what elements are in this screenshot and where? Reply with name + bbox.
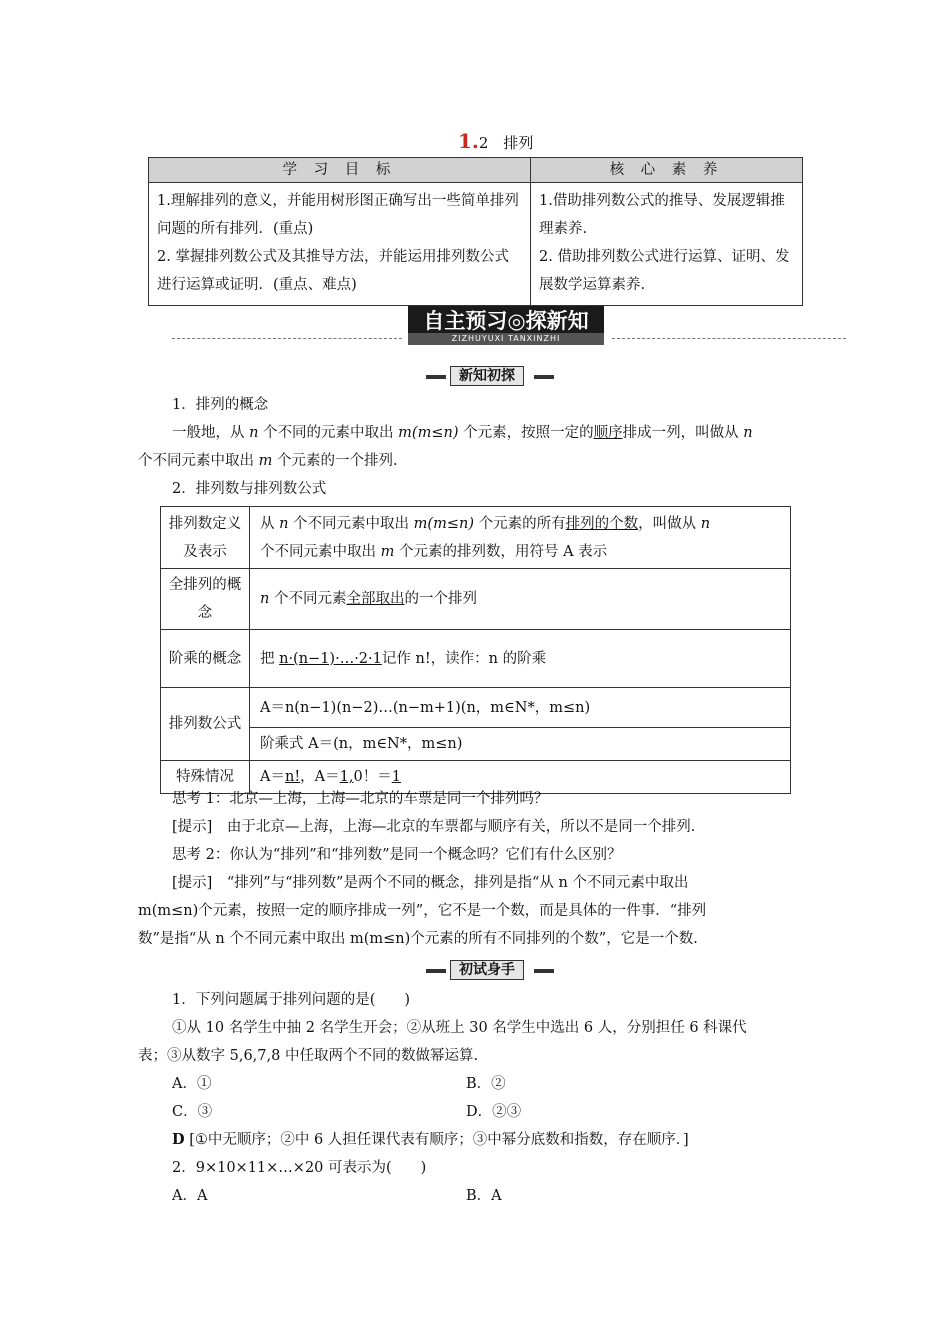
subheader-bar [534, 375, 554, 379]
row-content: n 个不同元素全部取出的一个排列 [250, 569, 791, 630]
concept-line: 一般地，从 n 个不同的元素中取出 m(m≤n) 个元素，按照一定的顺序排成一列，叫做从 n [172, 425, 753, 441]
row-header: 阶乘的概念 [161, 630, 250, 688]
answer-letter: D [172, 1131, 185, 1148]
subheader-bar [426, 969, 446, 973]
section-banner: 自主预习◎探新知 [408, 306, 604, 339]
permutation-table [160, 506, 791, 794]
option-d: D．②③ [466, 1104, 522, 1120]
option-a: A．① [172, 1076, 212, 1092]
divider-right [612, 338, 846, 339]
think-hint: [提示] 由于北京—上海，上海—北京的车票都与顺序有关，所以不是同一个排列. [172, 819, 696, 835]
think-hint: [提示] “排列”与“排列数”是两个不同的概念，排列是指“从 n 个不同元素中取出 [172, 875, 689, 891]
section-banner-pinyin: ZIZHUYUXI TANXINZHI [408, 333, 604, 345]
think-question: 思考 1：北京—上海，上海—北京的车票是同一个排列吗？ [172, 791, 549, 807]
blank-answer: n·(n−1)·…·2·1 [279, 650, 382, 667]
divider-left [172, 338, 402, 339]
question-text: 表；③从数字 5,6,7,8 中任取两个不同的数做幂运算. [138, 1048, 479, 1064]
option-b: B．② [466, 1076, 506, 1092]
row-content: A＝n!，A＝1,0！＝1 [250, 761, 791, 794]
subheader-label: 新知初探 [450, 366, 524, 386]
subheader-new-knowledge [426, 366, 556, 386]
section-title [458, 129, 533, 153]
blank-answer: 1, [339, 769, 354, 785]
subheader-trial [426, 960, 556, 980]
option-b: B．A [466, 1188, 502, 1204]
competency-item: 2. 借助排列数公式进行运算、证明、发展数学运算素养. [539, 249, 790, 293]
concept-line: 个不同元素中取出 m 个元素的一个排列. [138, 453, 398, 469]
option-c: C．③ [172, 1104, 213, 1120]
question-text: ①从 10 名学生中抽 2 名学生开会；②从班上 30 名学生中选出 6 人，分别担任 6 科课代 [172, 1020, 747, 1036]
subheader-label: 初试身手 [450, 960, 524, 980]
competency-cell [531, 183, 803, 306]
blank-answer: 顺序 [593, 425, 623, 441]
section-number: 1. [458, 129, 479, 153]
question-stem: 2．9×10×11×…×20 可表示为( ) [172, 1160, 427, 1176]
objective-item: 1.理解排列的意义，并能用树形图正确写出一些简单排列问题的所有排列．(重点) [157, 193, 519, 237]
row-content: 阶乘式 A＝(n，m∈N*，m≤n) [250, 728, 791, 761]
blank-answer: 1 [391, 769, 401, 785]
think-hint: m(m≤n)个元素，按照一定的顺序排成一列”，它不是一个数，而是具体的一件事．“排列 [138, 903, 707, 919]
competency-header: 核 心 素 养 [531, 158, 803, 183]
blank-answer: 全部取出 [346, 591, 405, 607]
objective-item: 2. 掌握排列数公式及其推导方法，并能运用排列数公式进行运算或证明．(重点、难点) [157, 249, 509, 293]
row-header: 特殊情况 [161, 761, 250, 794]
think-hint: 数”是指“从 n 个不同元素中取出 m(m≤n)个元素的所有不同排列的个数”，它是一个数. [138, 931, 698, 947]
option-a: A．A [172, 1188, 208, 1204]
row-content: 把 n·(n−1)·…·2·1记作 n!，读作：n 的阶乘 [250, 630, 791, 688]
row-header: 全排列的概念 [161, 569, 250, 630]
question-stem: 1．下列问题属于排列问题的是( ) [172, 992, 411, 1008]
section-name: 2 排列 [478, 134, 534, 152]
formula-heading: 2．排列数与排列数公式 [172, 481, 327, 497]
subheader-bar [534, 969, 554, 973]
row-content: 从 n 个不同元素中取出 m(m≤n) 个元素的所有排列的个数，叫做从 n 个不同元素中取出 m 个元素的排列数，用符号 A 表示 [250, 507, 791, 569]
objectives-header: 学 习 目 标 [149, 158, 531, 183]
concept-heading: 1．排列的概念 [172, 397, 269, 413]
row-header: 排列数定义及表示 [161, 507, 250, 569]
think-question: 思考 2：你认为“排列”和“排列数”是同一个概念吗？它们有什么区别？ [172, 847, 622, 863]
blank-answer: n! [284, 769, 301, 785]
objectives-cell [149, 183, 531, 306]
row-content: A＝n(n−1)(n−2)…(n−m+1)(n，m∈N*，m≤n) [250, 688, 791, 728]
competency-item: 1.借助排列数公式的推导、发展逻辑推理素养. [539, 193, 785, 237]
subheader-bar [426, 375, 446, 379]
row-header: 排列数公式 [161, 688, 250, 761]
blank-answer: 排列的个数 [565, 515, 639, 532]
objectives-table [148, 157, 803, 306]
answer-explanation: D [①中无顺序；②中 6 人担任课代表有顺序；③中幂分底数和指数，存在顺序．] [172, 1131, 689, 1148]
